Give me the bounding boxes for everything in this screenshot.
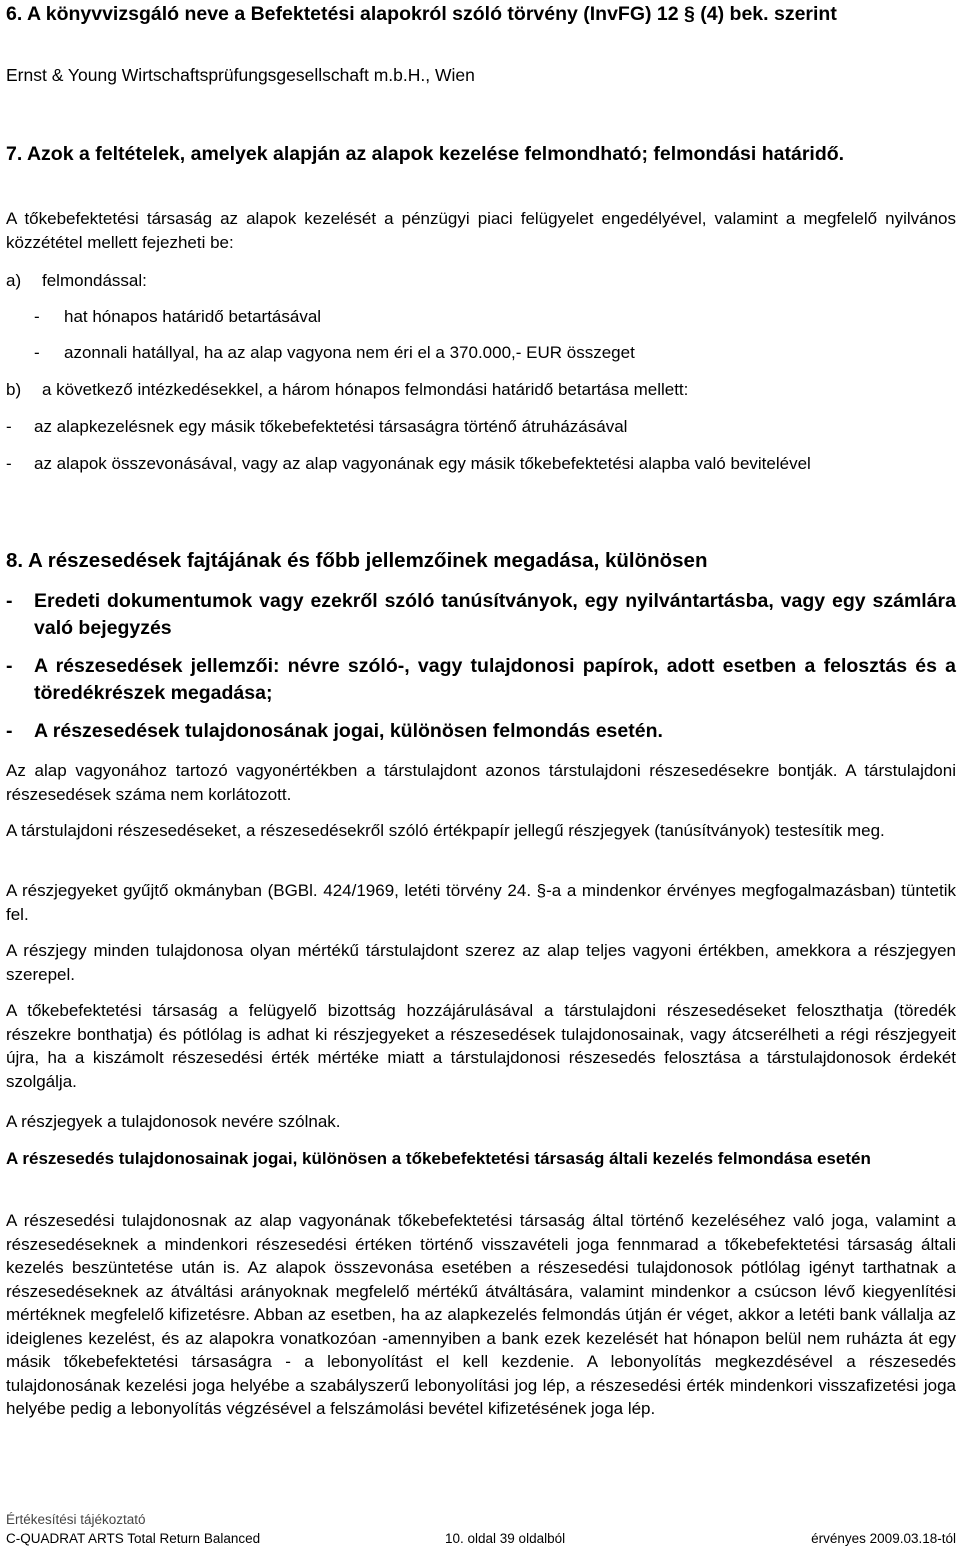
option-b-label: b)	[6, 380, 22, 399]
option-b	[6, 378, 956, 402]
section-8-bullet: - A részesedések jellemzői: névre szóló-, vagy tulajdonosi papírok, adott esetben a felosztás és a töredékrészek megadása;	[6, 655, 956, 704]
rights-heading: A részesedés tulajdonosainak jogai, különösen a tőkebefektetési társaság általi kezelés felmondása esetén	[6, 1149, 871, 1168]
section-6-heading: 6. A könyvvizsgáló neve a Befektetési alapokról szóló törvény (InvFG) 12 § (4) bek. szerint	[6, 3, 837, 25]
footer-fund-name: C-QUADRAT ARTS Total Return Balanced	[6, 1531, 261, 1546]
paragraph: A részjegyeket gyűjtő okmányban (BGBl. 424/1969, letéti törvény 24. §-a a mindenkor érvényes megfogalmazásban) tüntetik fel.	[6, 881, 956, 924]
paragraph: A tőkebefektetési társaság a felügyelő bizottság hozzájárulásával a társtulajdoni részesedéseket feloszthatja (töredék részekre bonthatja) és pótlólag is adhat ki részjegyeket a részesedések tulajdonosainak, vagy átcserélheti a régi részjegyeit újra, ha a kiszámolt részesedési érték mértéke miatt a társtulajdonosi részesedés felosztása a társtulajdonosok érdekét szolgálja.	[6, 1001, 956, 1091]
option-a-label: a)	[6, 271, 22, 290]
footer-doc-title: Értékesítési tájékoztató	[6, 1512, 146, 1527]
section-7-intro: A tőkebefektetési társaság az alapok kezelését a pénzügyi piaci felügyelet engedélyével, valamint a megfelelő nyilvános közzététel mellett fejezheti be:	[6, 209, 956, 252]
section-8-heading: 8. A részesedések fajtájának és főbb jellemzőinek megadása, különösen	[6, 549, 708, 572]
footer-valid-date: érvényes 2009.03.18-tól	[811, 1531, 956, 1546]
page-footer	[6, 1510, 956, 1548]
paragraph: A társtulajdoni részesedéseket, a részesedésekről szóló értékpapír jellegű részjegyek (tanúsítványok) testesítik meg.	[6, 821, 885, 840]
option-b-text: a következő intézkedésekkel, a három hónapos felmondási határidő betartása mellett:	[42, 380, 689, 399]
section-8-bullet: - A részesedések tulajdonosának jogai, különösen felmondás esetén.	[6, 720, 663, 742]
option-a-text: felmondással:	[42, 271, 147, 290]
option-a-item: - hat hónapos határidő betartásával	[34, 307, 322, 326]
paragraph: Az alap vagyonához tartozó vagyonértékben a társtulajdont azonos társtulajdoni részesedésekre bontják. A társtulajdoni részesedések száma nem korlátozott.	[6, 761, 956, 804]
rights-paragraph: A részesedési tulajdonosnak az alap vagyonának tőkebefektetési társaság által történő kezeléséhez való joga, valamint a részesedéseknek a mindenkori részesedési értéken történő visszavételi joga fennmarad a tőkebefektetési társaság általi kezelés beszüntetése után is. Az alapok összevonása esetében a részesedési tulajdonosok pótlólag igényt tarthatnak a részesedéseknek az átváltási arányoknak megfelelő mértékű átváltására, valamint mindenkor a csúcson lévő kiegyenlítési mértéknek megfelelő kifizetésre. Abban az esetben, ha az alapkezelés felmondás útján ér véget, akkor a letéti bank vállalja az ideiglenes kezelést, és az alapokra vonatkozóan -amennyiben a bank ezek kezelését hat hónapon belül nem ruházta át egy másik tőkebefektetési társaságra - a lebonyolítást el kell kezdenie. A lebonyolítás megkezdésével a részesedés tulajdonosának kezelési joga helyébe a szabályszerű lebonyolítási jog lép, a részesedési érték mindenkori visszafizetési joga helyébe pedig a lebonyolítás végzésével a felszámolási bevétel kifizetésének joga lép.	[6, 1211, 956, 1418]
option-a	[6, 269, 956, 293]
section-8-bullet: - Eredeti dokumentumok vagy ezekről szóló tanúsítványok, egy nyilvántartásba, vagy egy számlára való bejegyzés	[6, 590, 956, 639]
option-b-item: - az alapkezelésnek egy másik tőkebefektetési társaságra történő átruházásával	[6, 417, 628, 436]
footer-page-number: 10. oldal 39 oldalból	[445, 1531, 566, 1546]
option-b-item: - az alapok összevonásával, vagy az alap vagyonának egy másik tőkebefektetési alapba való bevitelével	[6, 454, 811, 473]
paragraph: A részjegyek a tulajdonosok nevére szólnak.	[6, 1112, 341, 1131]
section-7-heading: 7. Azok a feltételek, amelyek alapján az alapok kezelése felmondható; felmondási határidő.	[6, 143, 845, 165]
paragraph: A részjegy minden tulajdonosa olyan mértékű társtulajdont szerez az alap teljes vagyoni értékben, amekkora a részjegyen szerepel.	[6, 941, 956, 984]
auditor-name: Ernst & Young Wirtschaftsprüfungsgesellschaft m.b.H., Wien	[6, 65, 475, 85]
option-a-item: - azonnali hatállyal, ha az alap vagyona nem éri el a 370.000,- EUR összeget	[34, 343, 635, 362]
